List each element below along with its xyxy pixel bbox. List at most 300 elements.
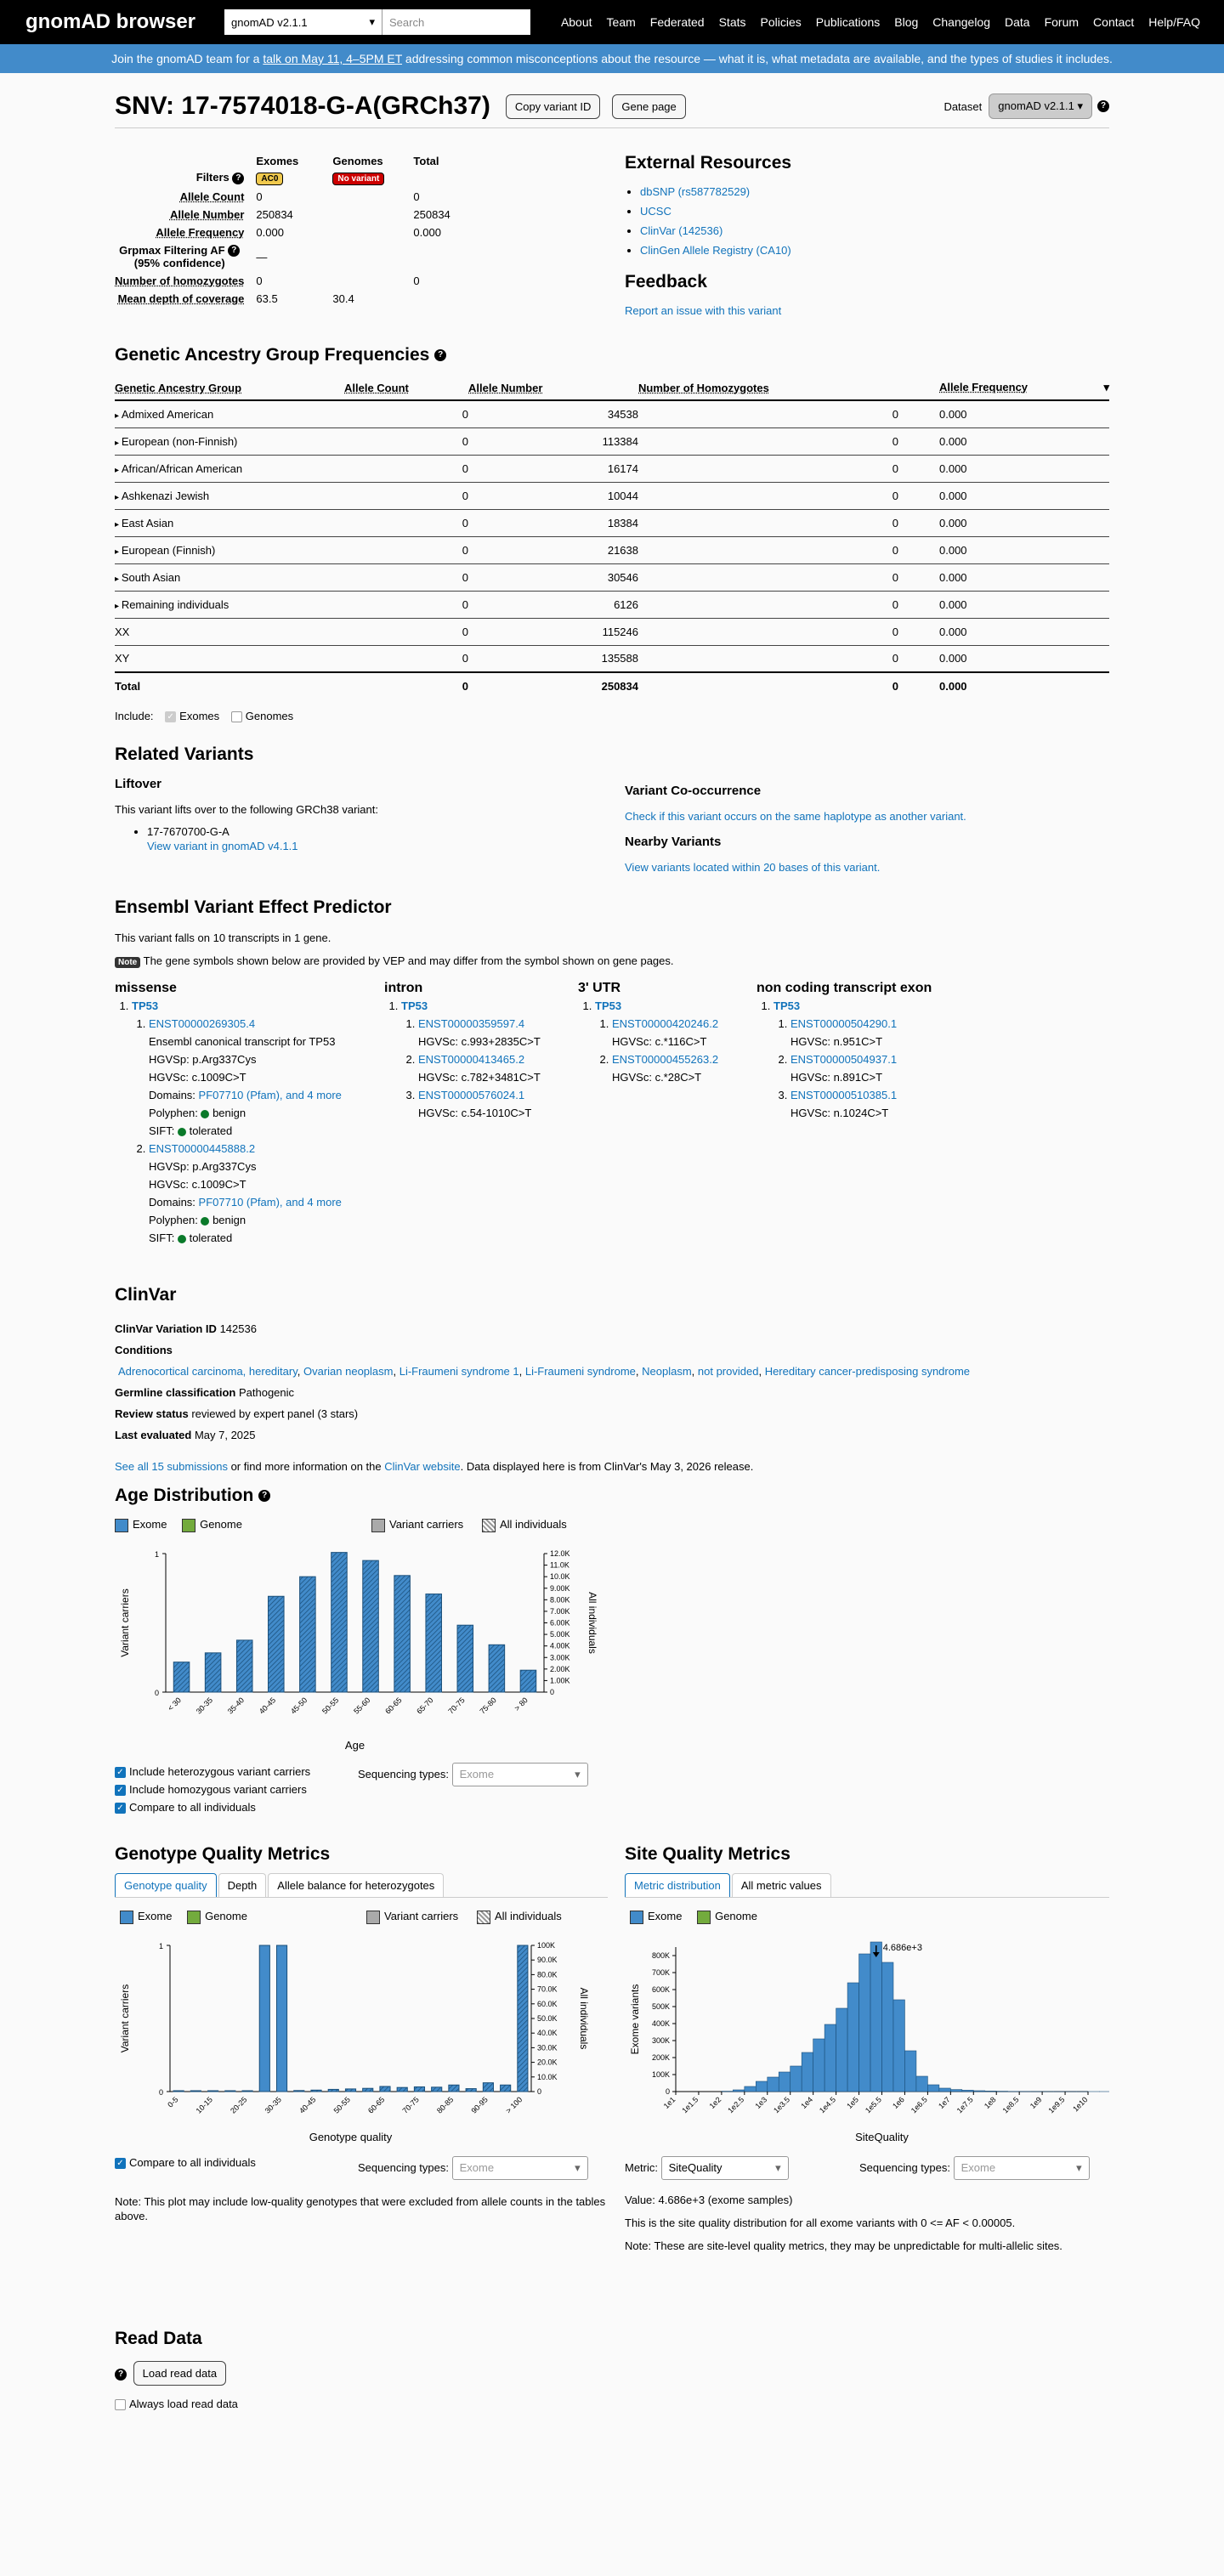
stat-label: Allele Frequency xyxy=(156,226,245,239)
x-tick-label: 1e8 xyxy=(982,2095,998,2111)
transcript-link[interactable]: ENST00000269305.4 xyxy=(149,1017,256,1030)
cell: 135588 xyxy=(468,645,638,672)
x-tick-label: 0-5 xyxy=(166,2095,180,2109)
cell: ▸ South Asian xyxy=(115,563,344,591)
feedback-title: Feedback xyxy=(625,272,707,292)
help-icon[interactable]: ? xyxy=(228,245,240,257)
sq-bar xyxy=(790,2066,802,2092)
see-all-submissions-link[interactable]: See all 15 submissions xyxy=(115,1460,228,1473)
consequence-title: missense xyxy=(115,981,177,995)
cell: 0.000 xyxy=(898,482,1109,509)
x-tick-label: 20-25 xyxy=(229,2095,249,2115)
cell: ▸ Ashkenazi Jewish xyxy=(115,482,344,509)
cell: 0 xyxy=(344,618,468,645)
x-tick-label: 1e1 xyxy=(661,2095,677,2111)
y-tick-label: 1 xyxy=(158,1942,163,1950)
condition-link[interactable]: Neoplasm xyxy=(642,1365,692,1378)
compare-all-checkbox[interactable]: ✓ xyxy=(115,2158,126,2169)
table-row xyxy=(115,618,1109,645)
gq-bar-all xyxy=(518,1945,528,2092)
stat-value: 0 xyxy=(413,275,420,287)
transcript-link[interactable]: ENST00000420246.2 xyxy=(612,1017,719,1030)
gene-link[interactable]: TP53 xyxy=(132,999,159,1012)
domain-link[interactable]: PF07710 (Pfam) xyxy=(198,1089,280,1101)
hgvsc: HGVSc: c.1009C>T xyxy=(149,1178,246,1191)
x-tick-label: 1e1.5 xyxy=(680,2095,700,2115)
expand-icon[interactable]: ▸ xyxy=(115,465,122,475)
condition-link[interactable]: Li-Fraumeni syndrome 1 xyxy=(399,1365,519,1378)
y2-tick-label: 50.0K xyxy=(537,2014,558,2023)
y2-tick-label: 90.0K xyxy=(537,1956,558,1965)
all-individuals-swatch xyxy=(482,1519,496,1532)
review-value: reviewed by expert panel (3 stars) xyxy=(191,1407,359,1420)
related-title: Related Variants xyxy=(115,744,254,764)
cell: 0.000 xyxy=(898,563,1109,591)
help-icon[interactable]: ? xyxy=(434,349,446,361)
x-tick-label: 45-50 xyxy=(288,1696,309,1716)
stat-label: Allele Count xyxy=(179,190,245,203)
stat-value: 0.000 xyxy=(256,226,284,239)
sq-section xyxy=(625,1844,1109,2253)
sort-icon: ▾ xyxy=(1103,381,1109,393)
compare-all-label: Compare to all individuals xyxy=(129,1801,256,1814)
y-tick-label: 0 xyxy=(154,1689,159,1697)
stat-value xyxy=(332,206,413,224)
always-load-label: Always load read data xyxy=(129,2398,238,2410)
y-tick-label: 0 xyxy=(158,2088,163,2097)
cell: 18384 xyxy=(468,509,638,536)
cell: 0.000 xyxy=(898,591,1109,618)
x-tick-label: 55-60 xyxy=(352,1696,372,1716)
help-icon[interactable]: ? xyxy=(232,173,244,184)
liftover-link[interactable]: View variant in gnomAD v4.1.1 xyxy=(147,840,298,852)
conditions-list: Adrenocortical carcinoma, hereditary, Ovarian neoplasm, Li-Fraumeni syndrome 1, Li-Fraumeni syndrome, Neoplasm, not provided, Hereditary cancer-predisposing syndrome xyxy=(118,1365,971,1378)
condition-link[interactable]: Hereditary cancer-predisposing syndrome xyxy=(764,1365,971,1378)
sq-value-text: Value: 4.686e+3 (exome samples) xyxy=(625,2194,793,2206)
sift-value: tolerated xyxy=(189,1231,233,1244)
seq-types-select[interactable]: Exome ▾ xyxy=(452,2156,588,2180)
all-individuals-swatch xyxy=(477,1911,490,1924)
sq-bar xyxy=(802,2052,813,2092)
cell: 0 xyxy=(344,563,468,591)
help-icon[interactable]: ? xyxy=(115,2369,127,2381)
sq-bar xyxy=(927,2085,938,2092)
y-tick-label: 1 xyxy=(154,1550,159,1559)
tab-allele-balance[interactable]: Allele balance for heterozygotes xyxy=(268,1873,444,1897)
y2-tick-label: 8.00K xyxy=(550,1595,570,1605)
cell: 30546 xyxy=(468,563,638,591)
seq-types-select[interactable]: Exome ▾ xyxy=(954,2156,1090,2180)
sq-bar xyxy=(824,2024,836,2092)
review-label: Review status xyxy=(115,1407,189,1420)
more-domains-link[interactable]: , and 4 more xyxy=(279,1196,342,1209)
y2-tick-label: 0 xyxy=(537,2087,542,2096)
x-axis-label: SiteQuality xyxy=(855,2131,909,2143)
consequence-title: 3' UTR xyxy=(578,981,621,995)
transcript-link[interactable]: ENST00000504937.1 xyxy=(790,1053,898,1066)
col-header[interactable]: Genetic Ancestry Group xyxy=(115,376,344,400)
vep-note: The gene symbols shown below are provided by VEP and may differ from the symbol shown on gene pages. xyxy=(143,954,674,967)
announcement-banner: Join the gnomAD team for a talk on May 11, 4–5PM ET addressing common misconceptions about the resource — what it is, what metadata are available, and the types of studies it includes. xyxy=(0,44,1224,73)
load-read-data-button[interactable]: Load read data xyxy=(133,2361,226,2386)
sq-bar xyxy=(950,2090,961,2092)
stat-value: 0.000 xyxy=(413,226,441,239)
metric-select[interactable]: SiteQuality ▾ xyxy=(661,2156,789,2180)
cell: ▸ Admixed American xyxy=(115,400,344,427)
y2-tick-label: 30.0K xyxy=(537,2043,558,2052)
expand-icon[interactable]: ▸ xyxy=(115,601,122,611)
nav-link-data[interactable]: Data xyxy=(1005,15,1030,29)
cell: ▸ European (non-Finnish) xyxy=(115,427,344,455)
y2-tick-label: 6.00K xyxy=(550,1618,570,1628)
banner-link[interactable]: talk on May 11, 4–5PM ET xyxy=(263,52,403,65)
exomes-label: Exomes xyxy=(179,710,220,722)
hgvsc: HGVSc: c.54-1010C>T xyxy=(418,1107,532,1119)
hgvsc: HGVSc: n.951C>T xyxy=(790,1035,883,1048)
nav-link-changelog[interactable]: Changelog xyxy=(932,15,991,29)
vep-title: Ensembl Variant Effect Predictor xyxy=(115,897,392,917)
transcript-link[interactable]: ENST00000359597.4 xyxy=(418,1017,525,1030)
ancestry-section xyxy=(115,345,1109,722)
sq-note: Note: These are site-level quality metrics, they may be unpredictable for multi-allelic sites. xyxy=(625,2239,1062,2252)
stat-label: Number of homozygotes xyxy=(115,275,245,287)
cell: ▸ European (Finnish) xyxy=(115,536,344,563)
sq-bar xyxy=(768,2077,779,2092)
clinvar-website-link[interactable]: ClinVar website xyxy=(384,1460,461,1473)
gq-bar-all xyxy=(225,2091,235,2092)
cell: 0 xyxy=(344,427,468,455)
cell: 0.000 xyxy=(898,427,1109,455)
age-legend: Exome Genome Variant carriers All individuals xyxy=(115,1518,608,1535)
x-tick-label: 60-65 xyxy=(383,1696,404,1716)
age-bar xyxy=(269,1596,285,1692)
y2-tick-label: 2.00K xyxy=(550,1664,570,1673)
sq-bar xyxy=(733,2090,744,2092)
transcript-link[interactable]: ENST00000413465.2 xyxy=(418,1053,525,1066)
x-tick-label: 1e5 xyxy=(845,2095,860,2111)
nav-link-forum[interactable]: Forum xyxy=(1044,15,1080,29)
table-row xyxy=(115,536,1109,563)
copy-variant-id-button[interactable]: Copy variant ID xyxy=(506,94,601,119)
condition-link[interactable]: Adrenocortical carcinoma, hereditary xyxy=(118,1365,298,1378)
sq-bar xyxy=(893,2000,904,2092)
domain-link[interactable]: PF07710 (Pfam) xyxy=(198,1196,280,1209)
variant-stats xyxy=(115,155,591,308)
ucsc-link[interactable]: UCSC xyxy=(640,205,672,218)
carriers-swatch xyxy=(371,1519,385,1532)
liftover-title: Liftover xyxy=(115,777,162,791)
condition-link[interactable]: Li-Fraumeni syndrome xyxy=(524,1365,636,1378)
stat-value xyxy=(332,272,413,290)
tab-depth[interactable]: Depth xyxy=(218,1873,267,1897)
x-tick-label: 30-35 xyxy=(263,2095,283,2115)
eval-label: Last evaluated xyxy=(115,1429,192,1441)
y2-tick-label: 20.0K xyxy=(537,2058,558,2067)
filter-badge-genome: No variant xyxy=(332,173,384,185)
gq-note: Note: This plot may include low-quality genotypes that were excluded from allele counts in the tables above. xyxy=(115,2195,606,2223)
age-bar xyxy=(332,1553,348,1692)
dataset-dropdown[interactable]: gnomAD v2.1.1 ▾ xyxy=(989,93,1092,119)
note-badge: Note xyxy=(115,957,140,968)
nav-link-help[interactable]: Help/FAQ xyxy=(1148,15,1200,29)
sq-bar xyxy=(847,1983,858,2092)
always-load-checkbox[interactable] xyxy=(115,2399,126,2410)
genomes-label: Genomes xyxy=(245,710,294,722)
y-tick-label: 0 xyxy=(665,2087,670,2096)
stat-label: Grpmax Filtering AF ? (95% confidence) xyxy=(115,241,256,272)
y-tick-label: 100K xyxy=(651,2070,670,2079)
sq-bar xyxy=(745,2086,756,2092)
nav-link-publications[interactable]: Publications xyxy=(815,15,881,29)
gene-link[interactable]: TP53 xyxy=(401,999,428,1012)
age-bar xyxy=(457,1625,473,1692)
nearby-title: Nearby Variants xyxy=(625,835,722,849)
stat-value xyxy=(332,188,413,206)
more-domains-link[interactable]: , and 4 more xyxy=(279,1089,342,1101)
cell: 0 xyxy=(344,645,468,672)
variant-header xyxy=(115,92,1109,128)
hgvsc: HGVSc: c.782+3481C>T xyxy=(418,1071,541,1084)
x-tick-label: 1e9.5 xyxy=(1046,2095,1067,2115)
nav-link-policies[interactable]: Policies xyxy=(760,15,802,29)
cell: 0 xyxy=(344,591,468,618)
gq-bar-all xyxy=(242,2091,252,2092)
gene-link[interactable]: TP53 xyxy=(774,999,801,1012)
ancestry-table xyxy=(115,376,1109,699)
compare-all-label: Compare to all individuals xyxy=(129,2156,256,2169)
col-genomes: Genomes xyxy=(332,155,383,167)
stat-value: — xyxy=(256,250,268,263)
x-tick-label: 35-40 xyxy=(225,1696,246,1716)
x-tick-label: < 30 xyxy=(166,1696,183,1713)
x-tick-label: > 80 xyxy=(513,1696,530,1713)
age-bar xyxy=(173,1662,190,1692)
expand-icon[interactable]: ▸ xyxy=(115,546,122,557)
cell: 0 xyxy=(344,455,468,482)
search-input[interactable]: Search xyxy=(382,9,530,35)
y2-tick-label: 11.0K xyxy=(550,1560,570,1570)
gq-title: Genotype Quality Metrics xyxy=(115,1844,331,1864)
dataset-select[interactable]: gnomAD v2.1.1 ▾ xyxy=(224,9,382,35)
hgvsp: HGVSp: p.Arg337Cys xyxy=(149,1160,257,1173)
seq-types-select[interactable]: Exome ▾ xyxy=(452,1763,588,1786)
page-title: SNV: 17-7574018-G-A(GRCh37) xyxy=(115,92,490,120)
x-tick-label: 1e7.5 xyxy=(955,2095,975,2115)
cooc-title: Variant Co-occurrence xyxy=(625,784,762,798)
col-exomes: Exomes xyxy=(256,155,299,167)
help-icon[interactable]: ? xyxy=(258,1490,270,1502)
transcript-link[interactable]: ENST00000455263.2 xyxy=(612,1053,719,1066)
y-tick-label: 600K xyxy=(651,1985,670,1994)
transcript-link[interactable]: ENST00000576024.1 xyxy=(418,1089,525,1101)
table-row-total xyxy=(115,672,1109,699)
sq-bar xyxy=(779,2072,790,2092)
y2-tick-label: 7.00K xyxy=(550,1606,570,1616)
cooc-link[interactable]: Check if this variant occurs on the same haplotype as another variant. xyxy=(625,810,966,823)
heterozygous-checkbox[interactable]: ✓ xyxy=(115,1767,126,1778)
sq-bar xyxy=(916,2076,927,2092)
table-row xyxy=(115,427,1109,455)
age-bar xyxy=(489,1645,505,1692)
top-nav xyxy=(0,0,1224,44)
tab-all-metric-values[interactable]: All metric values xyxy=(732,1873,831,1897)
cell: 0 xyxy=(638,645,898,672)
y2-axis-label: All individuals xyxy=(578,1987,590,2050)
x-tick-label: 1e3 xyxy=(753,2095,769,2111)
condition-link[interactable]: not provided xyxy=(697,1365,759,1378)
gq-bar-all xyxy=(294,2091,304,2092)
dbsnp-link[interactable]: dbSNP (rs587782529) xyxy=(640,185,751,198)
liftover-variant: 17-7670700-G-A xyxy=(147,825,230,838)
hgvsc: HGVSc: n.1024C>T xyxy=(790,1107,889,1119)
gq-bar-all xyxy=(397,2087,407,2092)
y-tick-label: 700K xyxy=(651,1968,670,1977)
clinvar-id: 142536 xyxy=(219,1322,257,1335)
sq-bar xyxy=(813,2039,824,2092)
age-bar xyxy=(236,1640,252,1692)
col-header[interactable]: Number of Homozygotes xyxy=(638,376,898,400)
cell: 0.000 xyxy=(898,618,1109,645)
sq-bar xyxy=(870,1942,881,2092)
gq-bar-all xyxy=(345,2089,355,2092)
gq-bar-all xyxy=(363,2088,373,2092)
gq-bar-carriers xyxy=(276,1945,286,2092)
x-axis-label: Genotype quality xyxy=(309,2131,393,2143)
gene-page-button[interactable]: Gene page xyxy=(612,94,685,119)
liftover-text: This variant lifts over to the following GRCh38 variant: xyxy=(115,803,378,816)
cell: 0 xyxy=(638,591,898,618)
tab-metric-distribution[interactable]: Metric distribution xyxy=(625,1873,730,1897)
compare-all-checkbox[interactable]: ✓ xyxy=(115,1803,126,1814)
expand-icon[interactable]: ▸ xyxy=(115,574,122,584)
help-icon[interactable]: ? xyxy=(1097,100,1109,112)
cell: XY xyxy=(115,645,344,672)
stat-value: 0 xyxy=(413,190,420,203)
table-row xyxy=(115,455,1109,482)
expand-icon[interactable]: ▸ xyxy=(115,519,122,529)
cell: ▸ African/African American xyxy=(115,455,344,482)
col-header[interactable]: Allele Frequency ▾ xyxy=(898,376,1109,400)
exomes-checkbox[interactable]: ✓ xyxy=(165,711,176,722)
gene-link[interactable]: TP53 xyxy=(595,999,622,1012)
y-tick-label: 400K xyxy=(651,2019,670,2028)
y2-tick-label: 80.0K xyxy=(537,1970,558,1979)
vep-utr xyxy=(578,979,756,1247)
gq-bar-all xyxy=(466,2089,476,2092)
gq-bar-all xyxy=(311,2090,321,2092)
cell: 0.000 xyxy=(898,400,1109,427)
report-issue-link[interactable]: Report an issue with this variant xyxy=(625,304,782,317)
external-resources-title: External Resources xyxy=(625,153,792,173)
nearby-link[interactable]: View variants located within 20 bases of this variant. xyxy=(625,861,881,874)
y2-tick-label: 40.0K xyxy=(537,2029,558,2038)
homozygous-checkbox[interactable]: ✓ xyxy=(115,1785,126,1796)
y2-tick-label: 4.00K xyxy=(550,1641,570,1650)
y2-tick-label: 10.0K xyxy=(550,1572,570,1582)
cell: 0.000 xyxy=(898,536,1109,563)
x-tick-label: 40-45 xyxy=(298,2095,318,2115)
chevron-down-icon: ▾ xyxy=(369,15,376,28)
cell: 0 xyxy=(344,672,468,699)
gq-bar-all xyxy=(328,2089,338,2092)
transcript-link[interactable]: ENST00000510385.1 xyxy=(790,1089,898,1101)
condition-link[interactable]: Ovarian neoplasm xyxy=(303,1365,394,1378)
stat-value: 0 xyxy=(256,190,263,203)
read-data-title: Read Data xyxy=(115,2329,202,2348)
y2-tick-label: 5.00K xyxy=(550,1630,570,1639)
clinvar-link[interactable]: ClinVar (142536) xyxy=(640,224,723,237)
x-tick-label: 1e8.5 xyxy=(1000,2095,1021,2115)
tab-genotype-quality[interactable]: Genotype quality xyxy=(115,1873,217,1897)
sift-value: tolerated xyxy=(189,1124,233,1137)
x-tick-label: 50-55 xyxy=(332,2095,352,2115)
x-tick-label: 1e3.5 xyxy=(772,2095,792,2115)
sq-bar xyxy=(962,2090,973,2092)
hgvsc: HGVSc: c.1009C>T xyxy=(149,1071,246,1084)
sq-dist-text: This is the site quality distribution for all exome variants with 0 <= AF < 0.00005. xyxy=(625,2216,1016,2229)
expand-icon[interactable]: ▸ xyxy=(115,438,122,448)
cell: 0.000 xyxy=(898,455,1109,482)
gq-bar-all xyxy=(190,2091,201,2092)
stat-value xyxy=(332,224,413,241)
nav-link-stats[interactable]: Stats xyxy=(718,15,746,29)
transcript-link[interactable]: ENST00000504290.1 xyxy=(790,1017,898,1030)
vep-missense: missense 1. TP53 1. ENST00000269305.4 Ensembl canonical transcript for TP53 HGVSp: p.Arg337Cys HGVSc: c.1009C>T Domains: PF07710 (Pfam), and 4 more Polyphen: benign SIFT: tolerated 2. ENST00000445888.2 HGVSp: p.Arg337Cys HGVSc: c.1009C>T Domains: PF07710 (Pfam), and 4 more Polyphen: benign SIFT: tolerated xyxy=(115,979,384,1247)
age-bar xyxy=(520,1670,536,1692)
ancestry-title: Genetic Ancestry Group Frequencies xyxy=(115,345,430,365)
nav-link-federated[interactable]: Federated xyxy=(649,15,705,29)
nav-link-blog[interactable]: Blog xyxy=(894,15,919,29)
col-header[interactable]: Allele Number xyxy=(468,376,638,400)
gq-legend: Exome Genome Variant carriers All individuals xyxy=(115,1910,608,1927)
clingen-link[interactable]: ClinGen Allele Registry (CA10) xyxy=(640,244,791,257)
genomes-checkbox[interactable] xyxy=(231,711,242,722)
tolerated-dot-icon xyxy=(178,1235,186,1243)
col-header[interactable]: Allele Count xyxy=(344,376,468,400)
vep-section xyxy=(115,897,1109,1247)
cell: 10044 xyxy=(468,482,638,509)
nav-link-team[interactable]: Team xyxy=(606,15,636,29)
x-tick-label: 60-65 xyxy=(366,2095,387,2115)
nav-links xyxy=(561,0,1200,44)
expand-icon[interactable]: ▸ xyxy=(115,410,122,421)
expand-icon[interactable]: ▸ xyxy=(115,492,122,502)
read-data-section xyxy=(115,2329,1109,2410)
vep-intron xyxy=(384,979,578,1247)
age-bar xyxy=(394,1576,411,1692)
cell: 0 xyxy=(344,509,468,536)
transcript-link[interactable]: ENST00000445888.2 xyxy=(149,1142,256,1155)
nav-link-about[interactable]: About xyxy=(560,15,592,29)
heterozygous-label: Include heterozygous variant carriers xyxy=(129,1765,311,1778)
consequence-title: intron xyxy=(384,981,423,995)
y2-tick-label: 0 xyxy=(550,1688,555,1696)
cell: 0.000 xyxy=(898,672,1109,699)
gq-bar-all xyxy=(380,2086,390,2092)
brand-logo[interactable]: gnomAD browser xyxy=(26,10,196,33)
canonical-note: Ensembl canonical transcript for TP53 xyxy=(149,1035,336,1048)
sq-bar xyxy=(756,2081,767,2092)
cell: 0 xyxy=(638,672,898,699)
cell: XX xyxy=(115,618,344,645)
conditions-label: Conditions xyxy=(115,1344,173,1356)
nav-link-contact[interactable]: Contact xyxy=(1093,15,1135,29)
y2-tick-label: 100K xyxy=(537,1941,556,1950)
age-bar xyxy=(300,1577,316,1692)
clinvar-title: ClinVar xyxy=(115,1285,177,1305)
homozygous-label: Include homozygous variant carriers xyxy=(129,1783,307,1796)
x-tick-label: 1e6.5 xyxy=(909,2095,929,2115)
